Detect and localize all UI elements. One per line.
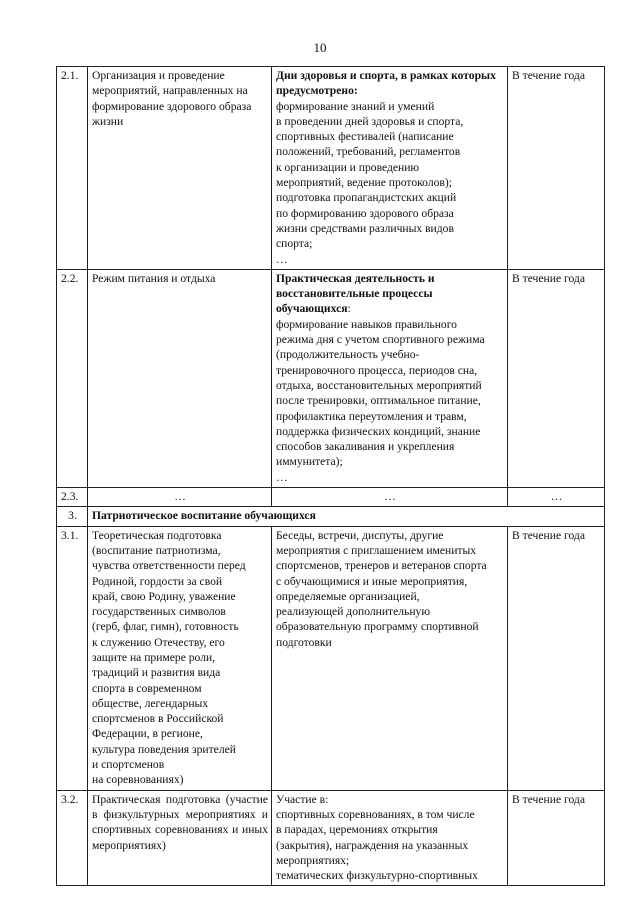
- content-line: к организации и проведению: [276, 160, 420, 174]
- content-line: спорта;: [276, 237, 313, 251]
- content-line: способов закаливания и укрепления: [276, 440, 455, 454]
- content-line: тренировочного процесса, периодов сна,: [276, 363, 478, 377]
- name-line: к служению Отечеству, его: [92, 635, 225, 649]
- content-line: положений, требований, регламентов: [276, 145, 461, 159]
- name-line: (герб, флаг, гимн), готовность: [92, 620, 239, 634]
- activity-name: Практическая подготовка (участие в физкультурных мероприятиях и спортивных соревнованиях и иных мероприятиях): [88, 790, 272, 886]
- table-row-2-3: [57, 488, 605, 507]
- name-line: спорта в современном: [92, 681, 202, 695]
- content-line: Беседы, встречи, диспуты, другие: [276, 528, 444, 542]
- content-title: Дни здоровья и спорта, в рамках которых предусмотрено:: [276, 69, 496, 98]
- content-line: с обучающимися и иные мероприятия,: [276, 574, 468, 588]
- content-line: поддержка физических кондиций, знание: [276, 424, 481, 438]
- activity-name: Организация и проведение мероприятий, направленных на формирование здорового образа жизни: [88, 67, 272, 270]
- name-line: Родиной, гордости за свой: [92, 574, 223, 588]
- content-line: жизни средствами различных видов: [276, 221, 454, 235]
- content-line: иммунитета);: [276, 455, 343, 469]
- term: В течение года: [508, 269, 605, 487]
- content-line: спортивных соревнованиях, в том числе: [276, 807, 475, 821]
- name-line: на соревнованиях): [92, 773, 184, 787]
- content-ellipsis: …: [276, 470, 288, 484]
- row-number: 2.2.: [57, 269, 88, 487]
- name-line: Теоретическая подготовка: [92, 528, 222, 542]
- section-title: Патриотическое воспитание обучающихся: [88, 507, 605, 526]
- term: В течение года: [508, 67, 605, 270]
- content-line: образовательную программу спортивной: [276, 620, 479, 634]
- section-number: 3.: [57, 507, 88, 526]
- content-ellipsis: …: [276, 252, 288, 266]
- content-line: определяемые организацией,: [276, 589, 420, 603]
- name-line: чувства ответственности перед: [92, 559, 246, 573]
- content-line: мероприятий, ведение протоколов);: [276, 176, 452, 190]
- content-title: Практическая деятельность и восстановительные процессы обучающихся: [276, 271, 435, 316]
- content-line: по формированию здорового образа: [276, 206, 454, 220]
- name-line: край, свою Родину, уважение: [92, 589, 236, 603]
- name-line: защите на примере роли,: [92, 650, 216, 664]
- activity-name: Режим питания и отдыха: [88, 269, 272, 487]
- name-line: традиций и развития вида: [92, 666, 221, 680]
- content-line: после тренировки, оптимальное питание,: [276, 394, 481, 408]
- content-line: мероприятия с приглашением именитых: [276, 543, 477, 557]
- table-row-3-2: [57, 790, 605, 886]
- page-number: 10: [313, 40, 327, 55]
- content-line: (продолжительность учебно-: [276, 348, 420, 362]
- content-line: в парадах, церемониях открытия: [276, 823, 438, 837]
- name-line: культура поведения зрителей: [92, 742, 236, 756]
- table-row-3-1: [57, 526, 605, 790]
- content-line: подготовка пропагандистских акций: [276, 191, 457, 205]
- name-line: (воспитание патриотизма,: [92, 543, 221, 557]
- activity-content: [272, 67, 508, 270]
- name-line: и спортсменов: [92, 758, 165, 772]
- content-line: спортсменов, тренеров и ветеранов спорта: [276, 559, 487, 573]
- name-line: спортсменов в Российской: [92, 712, 224, 726]
- content-line: режима дня с учетом спортивного режима: [276, 333, 485, 347]
- table-row-2-2: [57, 269, 605, 487]
- activity-name: …: [88, 488, 272, 507]
- name-line: Федерации, в регионе,: [92, 727, 203, 741]
- row-number: 3.1.: [57, 526, 88, 790]
- name-line: обществе, легендарных: [92, 696, 209, 710]
- content-line: отдыха, восстановительных мероприятий: [276, 378, 482, 392]
- term: В течение года: [508, 526, 605, 790]
- content-line: профилактика переутомления и травм,: [276, 409, 467, 423]
- term: …: [508, 488, 605, 507]
- row-number: 2.3.: [57, 488, 88, 507]
- row-number: 3.2.: [57, 790, 88, 886]
- content-line: подготовки: [276, 635, 332, 649]
- content-line: (закрытия), награждения на указанных: [276, 838, 469, 852]
- table-row-2-1: [57, 67, 605, 270]
- activity-content: [272, 526, 508, 790]
- content-line: тематических физкультурно-спортивных: [276, 869, 478, 883]
- content-line: формирование навыков правильного: [276, 317, 457, 331]
- table-row-3: [57, 507, 605, 526]
- activity-content: [272, 269, 508, 487]
- activity-name: [88, 526, 272, 790]
- content-line: реализующей дополнительную: [276, 605, 430, 619]
- name-line: государственных символов: [92, 605, 226, 619]
- content-line: в проведении дней здоровья и спорта,: [276, 114, 464, 128]
- content-line: спортивных фестивалей (написание: [276, 130, 454, 144]
- row-number: 2.1.: [57, 67, 88, 270]
- content-line: Участие в:: [276, 792, 329, 806]
- activity-content: [272, 790, 508, 886]
- activity-content: …: [272, 488, 508, 507]
- plan-table: [56, 66, 605, 886]
- content-line: формирование знаний и умений: [276, 99, 435, 113]
- content-line: мероприятиях;: [276, 853, 350, 867]
- content-title-colon: :: [347, 302, 351, 316]
- term: В течение года: [508, 790, 605, 886]
